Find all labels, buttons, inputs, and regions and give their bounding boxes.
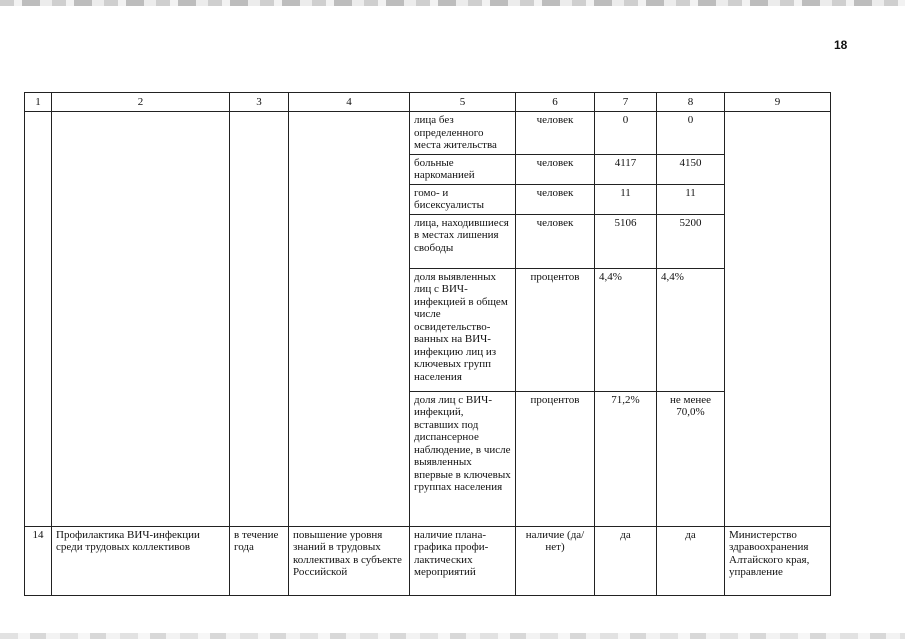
indicator-cell: лица, находившиеся в местах лишения свободы [410, 214, 516, 268]
empty-cell [725, 112, 831, 527]
col-header-6: 6 [516, 93, 595, 112]
value-col7: 0 [595, 112, 657, 155]
term-cell: в течение года [230, 526, 289, 595]
empty-cell [289, 112, 410, 527]
value-col8: не менее 70,0% [657, 391, 725, 526]
result-cell: повышение уровня знаний в трудовых коллективах в субъекте Российской [289, 526, 410, 595]
value-col7: 71,2% [595, 391, 657, 526]
empty-cell [52, 112, 230, 527]
unit-cell: процентов [516, 268, 595, 391]
value-col8: 0 [657, 112, 725, 155]
value-col7: 4117 [595, 154, 657, 184]
value-col7: да [595, 526, 657, 595]
program-table [24, 92, 831, 596]
value-col8: 11 [657, 184, 725, 214]
unit-cell: человек [516, 112, 595, 155]
unit-cell: человек [516, 154, 595, 184]
activity-name-cell: Профилактика ВИЧ-инфекции среди трудовых коллективов [52, 526, 230, 595]
unit-cell: процентов [516, 391, 595, 526]
col-header-5: 5 [410, 93, 516, 112]
value-col7: 11 [595, 184, 657, 214]
unit-cell: наличие (да/нет) [516, 526, 595, 595]
value-col8: да [657, 526, 725, 595]
col-header-4: 4 [289, 93, 410, 112]
empty-cell [230, 112, 289, 527]
col-header-7: 7 [595, 93, 657, 112]
row-number-cell: 14 [25, 526, 52, 595]
value-col7: 4,4% [595, 268, 657, 391]
value-col8: 4,4% [657, 268, 725, 391]
table-row [25, 526, 831, 595]
empty-cell [25, 112, 52, 527]
value-col7: 5106 [595, 214, 657, 268]
indicator-cell: лица без определенного места жительства [410, 112, 516, 155]
col-header-9: 9 [725, 93, 831, 112]
executor-cell: Министерство здравоохранения Алтайского края, управление [725, 526, 831, 595]
indicator-cell: больные наркоманией [410, 154, 516, 184]
unit-cell: человек [516, 184, 595, 214]
column-number-row [25, 93, 831, 112]
col-header-8: 8 [657, 93, 725, 112]
col-header-3: 3 [230, 93, 289, 112]
col-header-1: 1 [25, 93, 52, 112]
unit-cell: человек [516, 214, 595, 268]
value-col8: 5200 [657, 214, 725, 268]
value-col8: 4150 [657, 154, 725, 184]
indicator-cell: доля выявленных лиц с ВИЧ-инфекцией в общем числе освидетельство-ванных на ВИЧ-инфекцию лиц из ключевых групп населения [410, 268, 516, 391]
scan-bottom-edge [0, 633, 905, 639]
scan-top-edge [0, 0, 905, 6]
page-number: 18 [834, 38, 848, 52]
indicator-cell: гомо- и бисексуалисты [410, 184, 516, 214]
indicator-cell: наличие плана-графика профи-лактических мероприятий [410, 526, 516, 595]
col-header-2: 2 [52, 93, 230, 112]
indicator-cell: доля лиц с ВИЧ-инфекций, вставших под диспансерное наблюдение, в числе выявленных впервые в ключевых группах населения [410, 391, 516, 526]
table-row [25, 112, 831, 155]
